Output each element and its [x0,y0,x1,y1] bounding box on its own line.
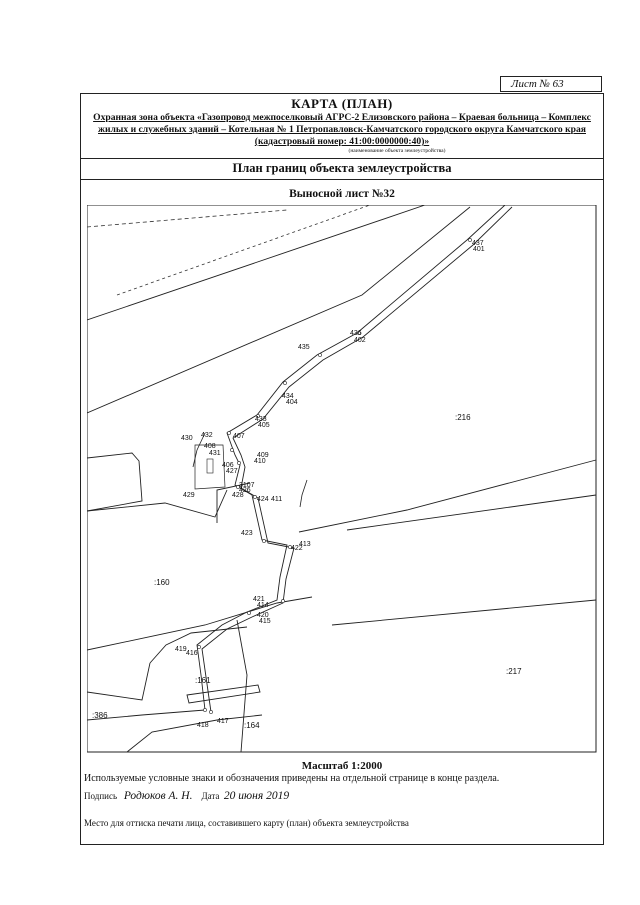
road-line-1 [87,205,425,320]
sheet-title: Выносной лист №32 [289,188,395,200]
cadastral-map [87,205,597,753]
point-label-407: 407 [233,433,245,440]
point-label-424: 424 [257,496,269,503]
point-label-437: 437 [472,240,484,247]
point-label-408: 408 [204,443,216,450]
point-label-406: 406 [222,462,234,469]
object-description: Охранная зона объекта «Газопровод межпоселковый АГРС-2 Елизовского района – Краевая больница – Комплекс жилых и служебных зданий – Котельная № 1 Петропавловск-Камчатского городского округа Камчатского края (кадастровый номер: 41:00:0000000:40)» [93,112,591,147]
legend-note: Используемые условные знаки и обозначения приведены на отдельной странице в конце раздела. [84,773,500,784]
point-label-431: 431 [209,450,221,457]
point-label-401: 401 [473,246,485,253]
parcel-boundary-b [87,490,227,517]
point-label-427: 427 [226,468,238,475]
signature-row [84,790,289,802]
point-label-414: 414 [257,602,269,609]
point-label-409: 409 [257,452,269,459]
parcel-label-160: :160 [154,578,170,587]
point-label-410: 410 [254,458,266,465]
point-label-402: 402 [354,337,366,344]
point-label-3107: 3107 [239,482,255,489]
small-boundary-2 [300,480,307,507]
object-note: (наименование объекта землеустройства) [348,148,446,154]
date-value: 20 июня 2019 [223,790,290,802]
point-label-415: 415 [259,618,271,625]
dashed-boundary [87,210,287,227]
parcel-label-161: :161 [195,676,211,685]
protection-zone-right-edge [202,207,512,712]
parcel-label-217: :217 [506,667,522,676]
signature-value: Родюков А. Н. [123,790,193,802]
point-label-428: 428 [232,492,244,499]
parcel-boundary-217 [332,600,596,625]
parcel-boundary-d [347,495,596,530]
sheet-number: Лист № 63 [500,76,602,92]
parcel-label-216: :216 [455,413,471,422]
point-label-429: 429 [183,492,195,499]
title-block [80,93,604,158]
point-label-418: 418 [197,722,209,729]
point-label-405: 405 [258,422,270,429]
point-label-423: 423 [241,530,253,537]
parcel-label-386: :386 [92,711,108,720]
signature-label: Подпись [84,791,118,801]
point-label-434: 434 [282,393,294,400]
point-label-433: 433 [255,416,267,423]
point-label-411: 411 [271,496,283,503]
point-label-416: 416 [186,650,198,657]
point-label-404: 404 [286,399,298,406]
small-building [207,459,213,473]
point-label-435: 435 [298,344,310,351]
point-label-417: 417 [217,718,229,725]
point-label-420: 420 [257,612,269,619]
plan-title: План границ объекта землеустройства [232,161,452,175]
parcel-boundary-a [87,453,142,511]
document-title: КАРТА (ПЛАН) [291,96,393,111]
parcel-boundary-e [237,620,247,752]
parcel-label-164: :164 [244,721,260,730]
building-outline [187,685,260,703]
point-markers [197,238,471,713]
point-label-426: 426 [239,487,251,494]
parcel-boundary-216 [299,460,596,532]
dashed-road-edge [117,205,370,295]
date-label: Дата [201,791,220,801]
plan-divider [80,179,604,180]
point-label-413: 413 [299,541,311,548]
point-label-436: 436 [350,330,362,337]
protection-zone-left-edge [197,205,505,710]
point-label-422: 422 [291,545,303,552]
road-line-2 [87,207,470,413]
point-number-labels [175,240,485,729]
map-scale: Масштаб 1:2000 [301,760,383,772]
point-label-419: 419 [175,646,187,653]
parcel-boundary-386-top [87,663,150,700]
point-label-432: 432 [201,432,213,439]
point-label-421: 421 [253,596,265,603]
point-label-430: 430 [181,435,193,442]
title-divider [80,158,604,159]
stamp-note: Место для оттиска печати лица, составившего карту (план) объекта землеустройства [84,818,409,828]
